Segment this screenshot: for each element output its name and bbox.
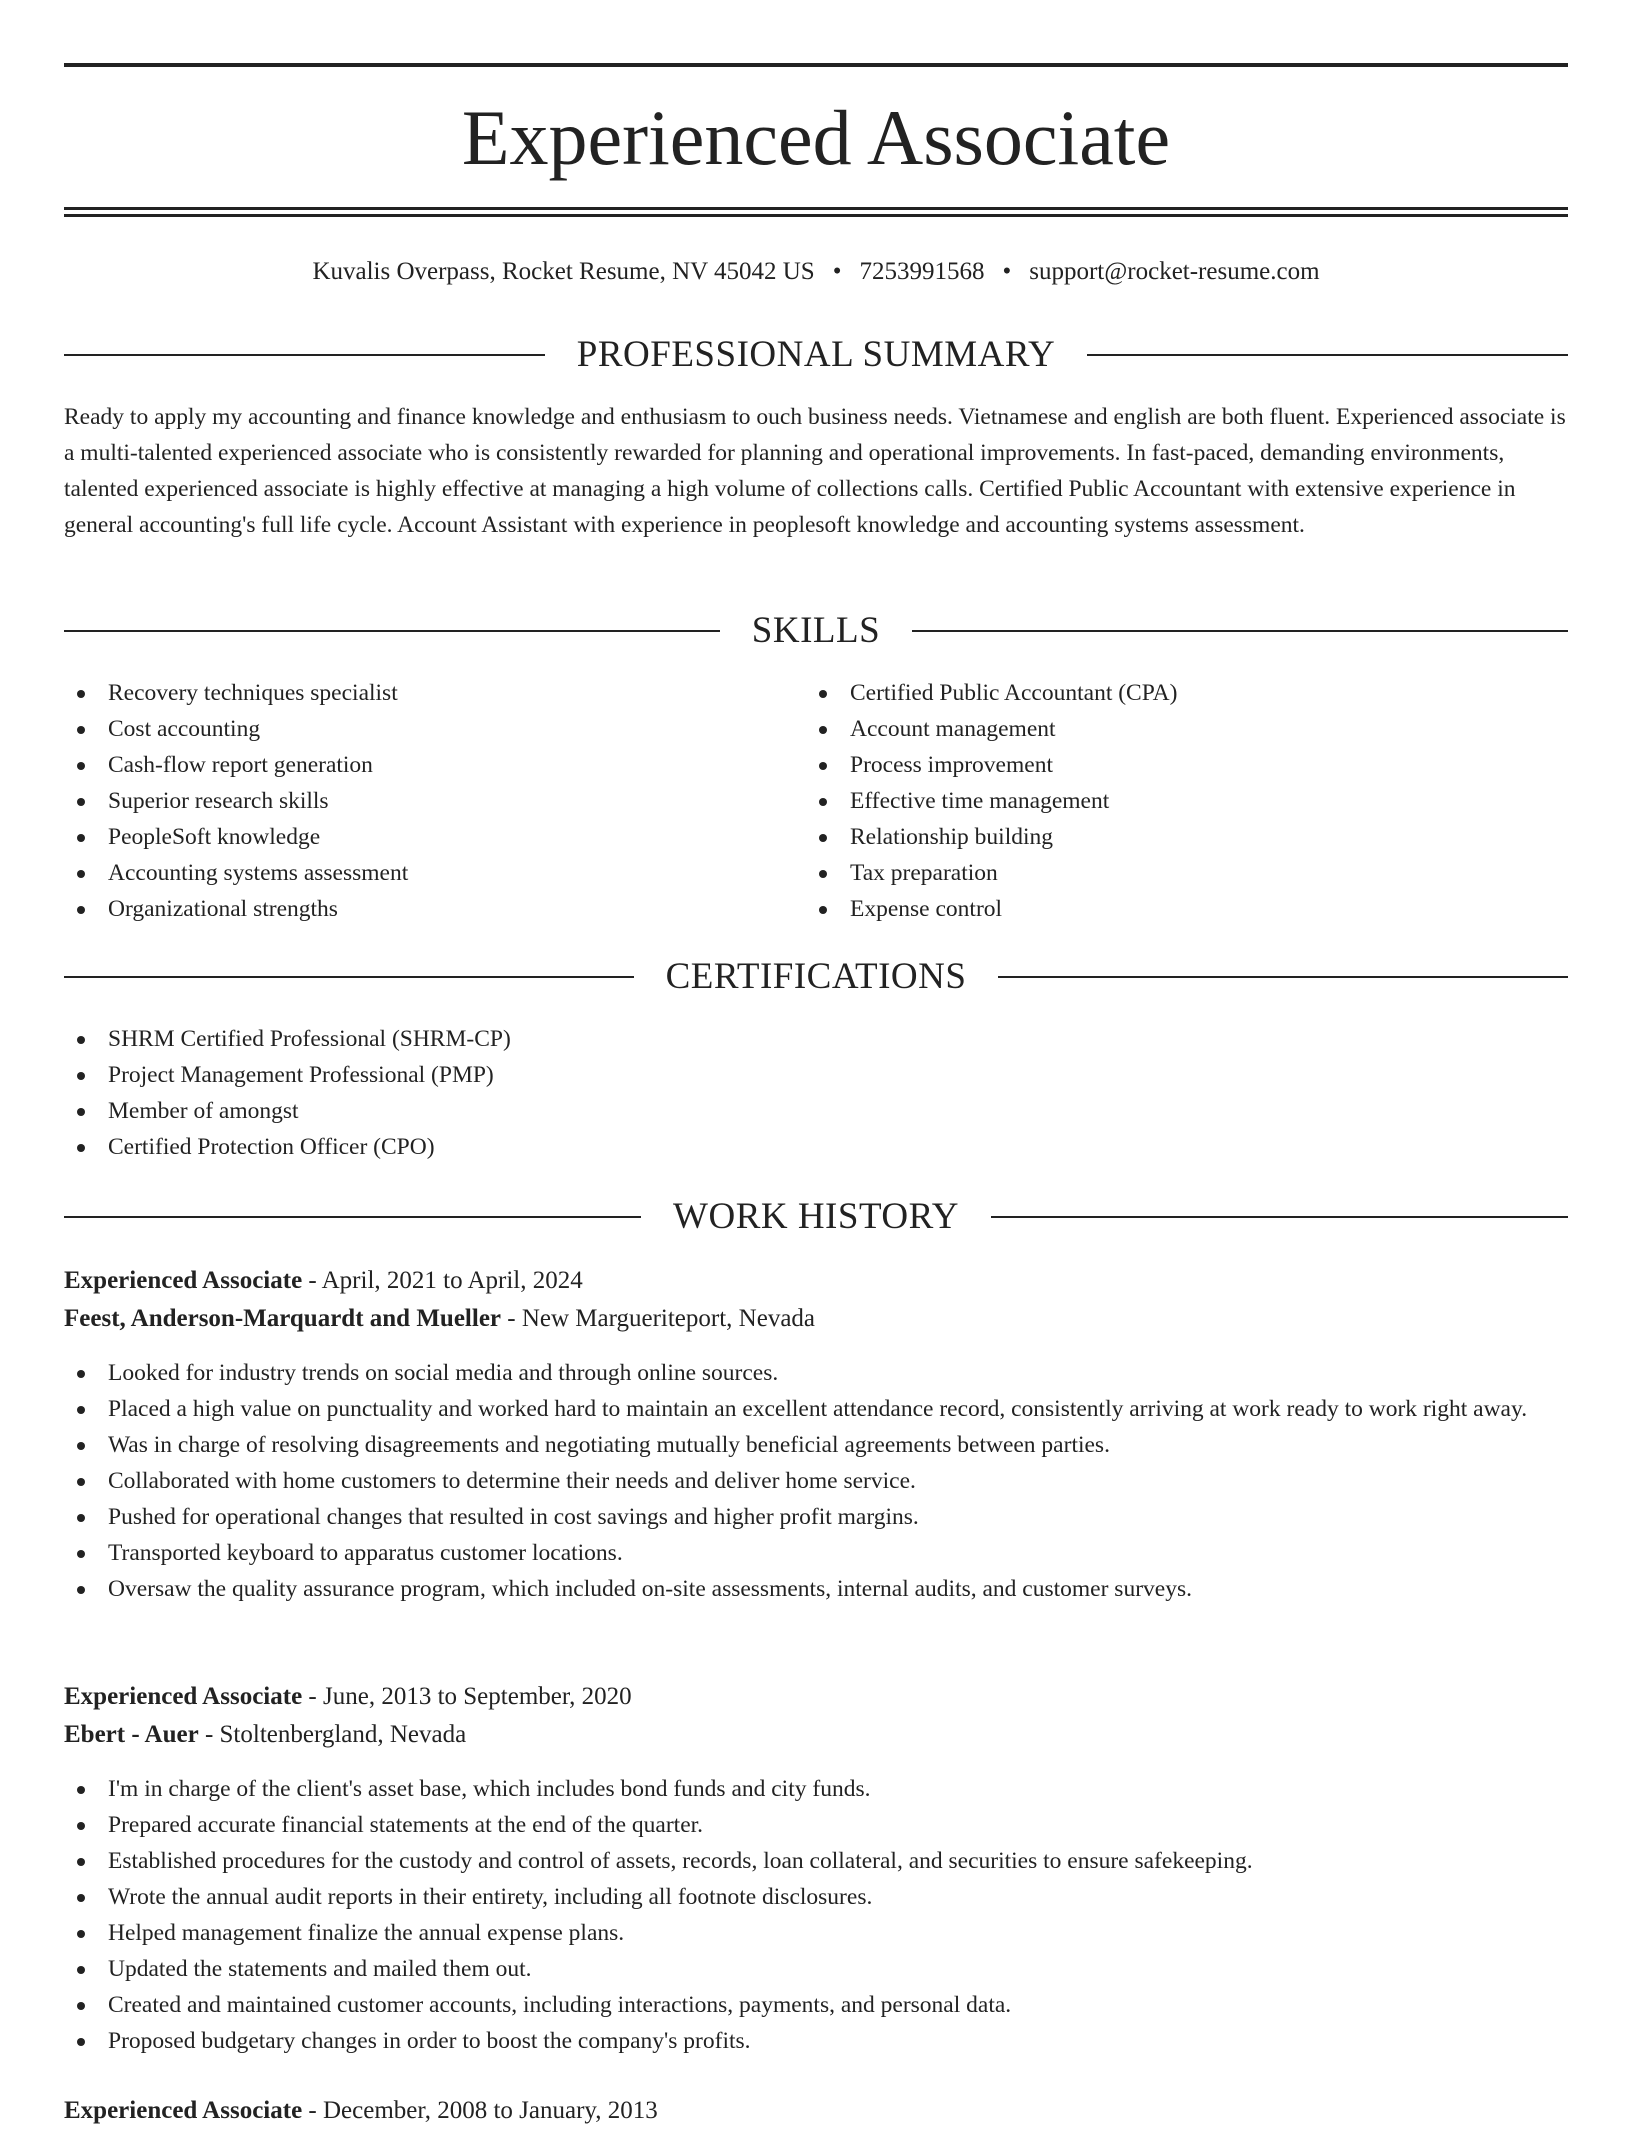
heading-rule-left [64,976,634,978]
work-history-heading [64,1195,1568,1239]
bullet-icon [819,762,827,770]
duty-item [64,1463,1568,1499]
duty-text: Oversaw the quality assurance program, which included on-site assessments, internal audits, and customer surveys. [108,1576,1192,1602]
skills-heading [64,609,1568,653]
job-dates: June, 2013 to September, 2020 [323,1683,632,1710]
skill-item [806,855,1506,891]
skill-item [64,747,764,783]
bullet-icon [77,1072,85,1080]
duty-text: Helped management finalize the annual expense plans. [108,1920,625,1946]
skill-label: Relationship building [850,824,1054,850]
job-title-line [64,2092,1568,2130]
job-title-line [64,1678,1568,1716]
bullet-icon [77,798,85,806]
skill-label: Account management [850,716,1056,742]
skill-label: Organizational strengths [108,896,338,922]
contact-phone: 7253991568 [859,258,985,285]
bullet-icon [77,1930,85,1938]
job-company-line [64,1300,1568,1338]
summary-text: Ready to apply my accounting and finance knowledge and enthusiasm to ouch business needs. Vietnamese and english are both fluent. Experienced associate is a multi-talented experienced associate who is consistently rewarded for planning and operational improvements. In fast-paced, demanding environments, talented experienced associate is highly effective at managing a high volume of collections calls. Certified Public Accountant with extensive experience in general accounting's full life cycle. Account Assistant with experience in peoplesoft knowledge and accounting systems assessment. [64,404,1566,538]
bullet-icon [77,870,85,878]
duty-text: Updated the statements and mailed them out. [108,1956,532,1982]
skill-label: Recovery techniques specialist [108,680,398,706]
job-duties-list [64,1355,1568,1607]
bullet-icon [77,1858,85,1866]
certification-label: Member of amongst [108,1098,299,1124]
bullet-icon [77,1036,85,1044]
bullet-icon [77,1370,85,1378]
bullet-icon [819,906,827,914]
certification-item [64,1057,1568,1093]
bullet-icon [819,834,827,842]
heading-rule-left [64,1216,641,1218]
duty-item [64,1499,1568,1535]
contact-email: support@rocket-resume.com [1029,258,1320,285]
job-title: Experienced Associate [64,1267,303,1294]
skill-item [806,819,1506,855]
skill-item [64,711,764,747]
skill-item [64,675,764,711]
summary-heading [64,333,1568,377]
skills-list-right [806,675,1506,927]
skill-item [806,891,1506,927]
bullet-icon [77,726,85,734]
bullet-icon [819,726,827,734]
duty-text: Wrote the annual audit reports in their entirety, including all footnote disclosures. [108,1884,873,1910]
bullet-icon [77,1894,85,1902]
duty-item [64,1355,1568,1391]
duty-item [64,1987,1568,2023]
certifications-heading [64,955,1568,999]
job-title: Experienced Associate [64,1683,303,1710]
bullet-icon [77,1514,85,1522]
duty-item [64,1843,1568,1879]
duty-item [64,1571,1568,1607]
certification-item [64,1021,1568,1057]
bullet-icon [77,690,85,698]
duty-item [64,2023,1568,2059]
bullet-icon [77,2002,85,2010]
duty-item [64,1915,1568,1951]
job-dash: - [302,1267,322,1294]
certification-item [64,1093,1568,1129]
duty-text: Pushed for operational changes that resulted in cost savings and higher profit margins. [108,1504,919,1530]
heading-rule-right [1087,354,1568,356]
certification-label: Project Management Professional (PMP) [108,1062,494,1088]
summary-heading-label: PROFESSIONAL SUMMARY [576,334,1056,375]
job-title: Experienced Associate [64,2097,303,2124]
skill-item [64,855,764,891]
certification-label: SHRM Certified Professional (SHRM-CP) [108,1026,511,1052]
heading-rule-left [64,354,545,356]
job-duties-list [64,1771,1568,2059]
skill-label: Expense control [850,896,1003,922]
duty-text: Placed a high value on punctuality and worked hard to maintain an excellent attendance record, consistently arriving at work ready to work right away. [108,1396,1528,1422]
bullet-icon [77,1406,85,1414]
job-company-line [64,1716,1568,1754]
title-double-rule [64,207,1568,217]
duty-item [64,1535,1568,1571]
heading-rule-left [64,630,720,632]
duty-text: Collaborated with home customers to determine their needs and deliver home service. [108,1468,916,1494]
heading-rule-right [991,1216,1568,1218]
certifications-list [64,1021,1568,1165]
bullet-icon [77,1550,85,1558]
skill-label: Certified Public Accountant (CPA) [850,680,1178,706]
job-company: Ebert - Auer [64,1721,199,1748]
skill-label: Process improvement [850,752,1053,778]
duty-text: Was in charge of resolving disagreements and negotiating mutually beneficial agreements between parties. [108,1432,1110,1458]
duty-item [64,1391,1568,1427]
skill-item [806,783,1506,819]
bullet-icon [77,1586,85,1594]
duty-item [64,1427,1568,1463]
skill-label: Superior research skills [108,788,329,814]
skill-item [806,747,1506,783]
duty-item [64,1771,1568,1807]
skill-label: Effective time management [850,788,1110,814]
duty-item [64,1951,1568,1987]
skill-item [806,675,1506,711]
duty-item [64,1879,1568,1915]
bullet-icon [77,906,85,914]
skills-list-left [64,675,764,927]
bullet-icon [77,1822,85,1830]
bullet-icon [819,690,827,698]
job-dates: December, 2008 to January, 2013 [323,2097,658,2124]
bullet-icon [77,1108,85,1116]
job-location: Stoltenbergland, Nevada [219,1721,467,1748]
certification-item [64,1129,1568,1165]
job-dash: - [302,2097,323,2124]
heading-rule-right [998,976,1568,978]
skill-label: Cost accounting [108,716,261,742]
skill-item [806,711,1506,747]
skill-item [64,819,764,855]
bullet-icon [77,1966,85,1974]
duty-text: Established procedures for the custody and control of assets, records, loan collateral, and securities to ensure safekeeping. [108,1848,1253,1874]
bullet-icon [77,834,85,842]
skill-label: Tax preparation [850,860,998,886]
bullet-icon [77,1478,85,1486]
skills-heading-label: SKILLS [751,610,881,651]
job-location: New Margueriteport, Nevada [521,1305,816,1332]
contact-address: Kuvalis Overpass, Rocket Resume, NV 45042 US [312,258,815,285]
contact-separator: • [1002,258,1012,285]
job-dash: - [302,1683,323,1710]
job-dash: - [501,1305,522,1332]
duty-text: Transported keyboard to apparatus customer locations. [108,1540,623,1566]
contact-separator: • [832,258,842,285]
bullet-icon [77,1786,85,1794]
certifications-heading-label: CERTIFICATIONS [665,956,967,997]
certification-label: Certified Protection Officer (CPO) [108,1134,435,1160]
duty-item [64,1807,1568,1843]
duty-text: I'm in charge of the client's asset base, which includes bond funds and city funds. [108,1776,871,1802]
skill-item [64,783,764,819]
bullet-icon [77,1144,85,1152]
skill-label: PeopleSoft knowledge [108,824,321,850]
top-rule [64,63,1568,67]
duty-text: Created and maintained customer accounts, including interactions, payments, and personal data. [108,1992,1012,2018]
duty-text: Proposed budgetary changes in order to boost the company's profits. [108,2028,751,2054]
job-dates: April, 2021 to April, 2024 [321,1267,583,1294]
bullet-icon [77,762,85,770]
resume-title: Experienced Associate [461,94,1171,181]
job-dash: - [198,1721,220,1748]
job-title-line [64,1262,1568,1300]
work-history-heading-label: WORK HISTORY [673,1196,959,1237]
bullet-icon [77,2038,85,2046]
bullet-icon [819,870,827,878]
job-company: Feest, Anderson-Marquardt and Mueller [64,1305,502,1332]
duty-text: Looked for industry trends on social media and through online sources. [108,1360,779,1386]
skill-item [64,891,764,927]
duty-text: Prepared accurate financial statements at the end of the quarter. [108,1812,704,1838]
heading-rule-right [912,630,1568,632]
skill-label: Cash-flow report generation [108,752,373,778]
bullet-icon [819,798,827,806]
bullet-icon [77,1442,85,1450]
contact-line [64,255,1568,289]
skill-label: Accounting systems assessment [108,860,409,886]
